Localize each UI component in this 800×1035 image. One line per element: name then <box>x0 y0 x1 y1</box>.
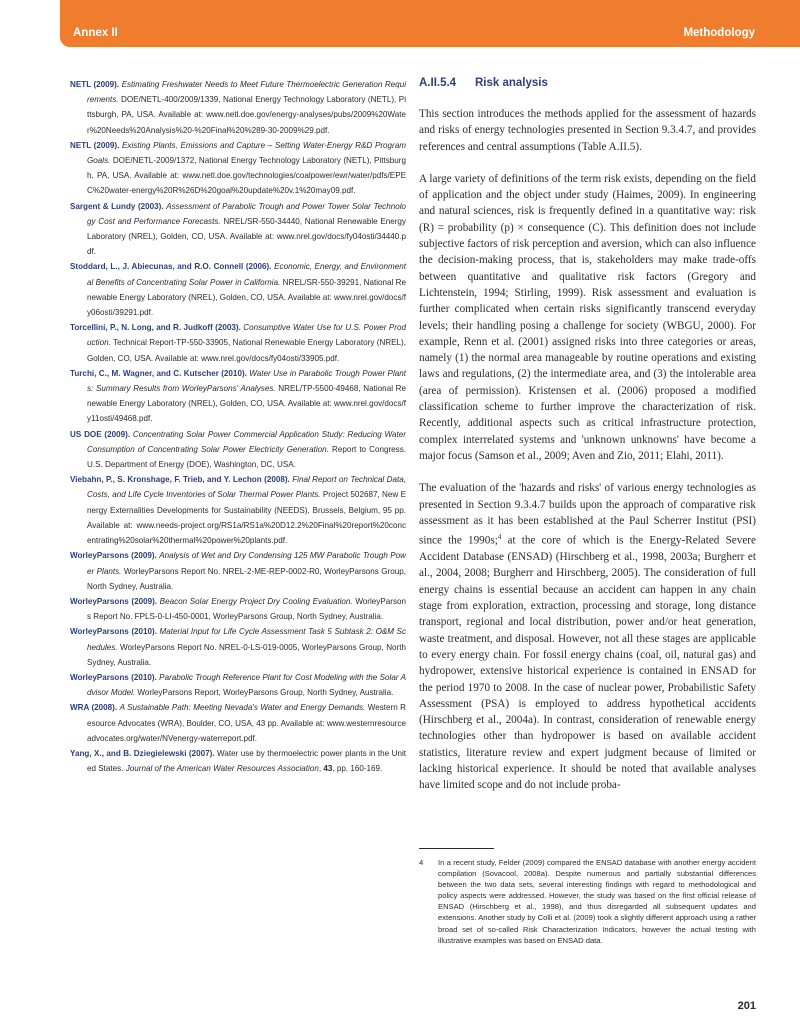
ref-pages: pp. 160-169. <box>336 764 383 774</box>
paragraph-evaluation <box>419 480 756 793</box>
ref-details: WorleyParsons Report No. NREL-0-LS-019-0005, WorleyParsons Group, North Sydney, Australia. <box>87 642 407 667</box>
reference <box>70 427 406 473</box>
ref-details: Western Resource Advocates (WRA), Boulder, CO, USA, 43 pp. Available at: www.westernresourceadvocates.org/water/NVenergy-waterreport.pdf. <box>87 703 406 743</box>
ref-journal: Journal of the American Water Resources Association <box>125 764 319 774</box>
reference <box>70 624 406 670</box>
ref-details: DOE/NETL-400/2009/1339, National Energy Technology Laboratory (NETL), Pittsburgh, PA, USA. Available at: www.netl.doe.gov/energy-analyses/pubs/2009%20Water%20Needs%20Analysis%20-%20Final%20%289-30-2009%29.pdf. <box>87 95 406 135</box>
ref-details: Project 502687, New Energy Externalities Developments for Sustainability (NEEDS), Brussels, Belgium, 95 pp. Available at: www.needs-project.org/RS1a/RS1a%20D12.2%20Final%20report%20concentrating%20solar%20thermal%20power%20plants.pdf. <box>87 490 406 546</box>
ref-title: Consumptive Water Use for U.S. Power Production. <box>87 323 406 348</box>
paragraph-evaluation-part1: The evaluation of the 'hazards and risks' of various energy technologies as presented in Section 9.3.4.7 builds upon the approach of comparative risk assessment as it has been established at the Paul Scherrer Institut (PSI) since the 1990s; <box>419 482 756 547</box>
ref-volume: 43 <box>323 764 333 774</box>
ref-authors: US DOE (2009). <box>70 429 131 439</box>
footnote-rule <box>419 848 494 849</box>
reference <box>70 77 406 138</box>
footnote-marker[interactable]: 4 <box>497 533 502 542</box>
ref-details: NREL/SR-550-39291, National Renewable Energy Laboratory (NREL), Golden, CO, USA. Available at: www.nrel.gov/docs/fy06osti/39291.pdf. <box>87 277 406 318</box>
ref-authors: WorleyParsons (2010). <box>70 627 157 637</box>
reference <box>70 320 406 366</box>
ref-title: Existing Plants, Emissions and Capture – Setting Water-Energy R&D Program Goals. <box>87 140 406 166</box>
reference <box>70 199 406 260</box>
ref-details: WorleyParsons Report, WorleyParsons Group, North Sydney, Australia. <box>137 688 394 698</box>
reference: Yang, X., and B. Dziegielewski (2007). Water use by thermoelectric power plants in the United States. Journal of the American Water Resources Association, 43, pp. 160-169. <box>70 748 406 774</box>
ref-title: Assessment of Parabolic Trough and Power Tower Solar Technology Cost and Performance Forecasts. <box>87 201 406 226</box>
footnote <box>419 857 756 946</box>
ref-authors: NETL (2009). <box>70 80 120 89</box>
ref-title: Material Input for Life Cycle Assessment Task 5 Subtask 2: O&M Schedules. <box>87 627 406 652</box>
ref-authors: Turchi, C., M. Wagner, and C. Kutscher (2010). <box>70 368 247 378</box>
section-title: Risk analysis <box>475 77 548 89</box>
ref-details: Report to Congress. U.S. Department of Energy (DOE), Washington, DC, USA. <box>87 444 407 470</box>
reference-list <box>70 77 406 776</box>
ref-title: Estimating Freshwater Needs to Meet Future Thermoelectric Generation Requirements. <box>87 80 406 105</box>
reference <box>70 472 406 548</box>
ref-details: WorleyParsons Report No. NREL-2-ME-REP-0002-R0, WorleyParsons Group, North Sydney, Australia. <box>87 566 406 591</box>
ref-authors: WorleyParsons (2009). <box>70 551 157 561</box>
ref-authors: Viebahn, P., S. Kronshage, F. Trieb, and Y. Lechon (2008). <box>70 475 290 485</box>
ref-title: Parabolic Trough Reference Plant for Cost Modeling with the Solar Advisor Model. <box>87 672 407 698</box>
paragraph-definition: A large variety of definitions of the term risk exists, depending on the field of application and the object under study (Haimes, 2009). In engineering and natural sciences, risk is frequently defined in a quantitative way: risk (R) = probability (p) × consequence (C). This definition does not include subjective factors of risk perception and aversion, which can also influence the decision-making process, that is, stakeholders may make trade-offs between quantitative and qualitative risk factors (Gregory and Lichtenstein, 1994; Stirling, 1999). Risk assessment and evaluation is further complicated when certain risks significantly transcend everyday levels; their handling posing a challenge for society (WBGU, 2000). For example, Renn et al. (2001) assigned risks into three categories or areas, namely (1) the normal area manageable by routine operations and existing laws and regulations, (2) the intermediate area, and (3) the intolerable area (area of permission). Kristensen et al. (2006) proposed a modified classification scheme to further improve the characterization of risk. Recently, additional aspects such as critical infrastructure protection, complex interrelated systems and 'unknown unknowns' have become a major focus (Samson et al., 2009; Aven and Zio, 2011; Elahi, 2011). <box>419 172 756 462</box>
ref-title: Economic, Energy, and Environmental Benefits of Concentrating Solar Power in California. <box>87 262 407 287</box>
ref-title: Analysis of Wet and Dry Condensing 125 MW Parabolic Trough Power Plants. <box>87 551 407 576</box>
ref-details: WorleyParsons Report No. FPLS-0-LI-450-0001, WorleyParsons Group, North Sydney, Australia. <box>87 596 406 622</box>
ref-authors: WRA (2008). <box>70 703 118 713</box>
ref-details: NREL/TP-5500-49468, National Renewable Energy Laboratory (NREL), Golden, CO, USA. Available at: www.nrel.gov/docs/fy11osti/49468.pdf. <box>87 384 406 424</box>
ref-title: Water use by thermoelectric power plants in the United States. <box>87 748 406 774</box>
ref-authors: WorleyParsons (2010). <box>70 672 157 682</box>
page-number: 201 <box>737 1000 756 1012</box>
paragraph-intro: This section introduces the methods applied for the assessment of hazards and risks of energy technologies presented in Section 9.3.4.7, and provides references and central assumptions (Table A.II.5). <box>419 108 756 153</box>
footnote-text: In a recent study, Felder (2009) compared the ENSAD database with another energy accident compilation (Sovacool, 2008a). Despite numerous and partially substantial differences between the two data sets, several interesting findings with regard to methodological and policy aspects were addressed. However, the study was based on the first official release of ENSAD (Hirschberg et al., 1998), and thus disregarded all subsequent updates and extensions. Another study by Colli et al. (2009) took a slightly different approach using a rather broad set of so-called Risk Characterization Indicators, however the actual testing with illustrative examples was based on ENSAD data. <box>438 858 756 945</box>
ref-authors: Torcellini, P., N. Long, and R. Judkoff (2003). <box>70 323 241 333</box>
section-number: A.II.5.4 <box>419 77 457 89</box>
header-annex: Annex II <box>73 27 118 39</box>
ref-authors: Sargent & Lundy (2003). <box>70 201 164 211</box>
ref-title: A Sustainable Path: Meeting Nevada's Water and Energy Demands. <box>119 703 366 713</box>
reference <box>70 259 406 320</box>
reference <box>70 366 406 427</box>
ref-details: Technical Report-TP-550-33905, National Renewable Energy Laboratory (NREL), Golden, CO, USA. Available at: www.nrel.gov/docs/fy04osti/33905.pdf. <box>87 338 406 363</box>
reference <box>70 548 406 594</box>
ref-authors: WorleyParsons (2009). <box>70 596 158 606</box>
reference <box>70 594 406 624</box>
reference <box>70 138 406 199</box>
reference <box>70 700 406 746</box>
ref-title: Water Use in Parabolic Trough Power Plants: Summary Results from WorleyParsons' Analyses. <box>87 368 406 394</box>
main-text <box>419 77 756 794</box>
header-section: Methodology <box>683 27 755 39</box>
section-heading <box>419 77 756 93</box>
footnote-number: 4 <box>419 858 424 867</box>
ref-authors: Stoddard, L., J. Abiecunas, and R.O. Connell (2006). <box>70 262 272 272</box>
ref-title: Concentrating Solar Power Commercial Application Study: Reducing Water Consumption of Concentrating Solar Power Electricity Generation. <box>87 429 406 454</box>
reference <box>70 670 406 700</box>
page-header <box>60 0 800 47</box>
ref-title: Beacon Solar Energy Project Dry Cooling Evaluation. <box>159 596 353 606</box>
ref-authors: Yang, X., and B. Dziegielewski (2007). <box>70 748 215 758</box>
paragraph-evaluation-part2: at the core of which is the Energy-Related Severe Accident Database (ENSAD) (Hirschberg et al., 1998, 2003a; Burgherr et al., 2004, 2008; Burgherr and Hirschberg, 2005). The consideration of full energy chains is essential because an accident can happen in any chain stage from exploration, extraction, processing and storage, long distance transport, regional and local distribution, power and/or heat generation, waste treatment, and disposal. However, not all these stages are applicable to every energy chain. For fossil energy chains (coal, oil, natural gas) and hydropower, extensive historical experience is contained in ENSAD for the period 1970 to 2008. In the case of nuclear power, Probabilistic Safety Assessment (PSA) is employed to address hypothetical accidents (Hirschberg et al., 2004a). In contrast, consideration of renewable energy technologies other than hydropower is based on available accident statistics, literature review and expert judgment because of limited or lacking historical experience. It should be noted that available analyses have limited scope and do not include proba- <box>419 534 757 792</box>
ref-details: NREL/SR-550-34440, National Renewable Energy Laboratory (NREL), Golden, CO, USA. Available at: www.nrel.gov/docs/fy04osti/34440.pdf. <box>87 216 406 257</box>
ref-authors: NETL (2009). <box>70 140 120 150</box>
ref-details: DOE/NETL-2009/1372, National Energy Technology Laboratory (NETL), Pittsburgh, PA, USA. Available at: www.netl.doe.gov/technologies/coalpower/ewr/water/pdfs/EPEC%20water-energy%20R%26D%20goal%20update%20v.1%20may09.pdf. <box>87 156 406 196</box>
ref-title: Final Report on Technical Data, Costs, and Life Cycle Inventories of Solar Thermal Power Plants. <box>87 475 406 500</box>
